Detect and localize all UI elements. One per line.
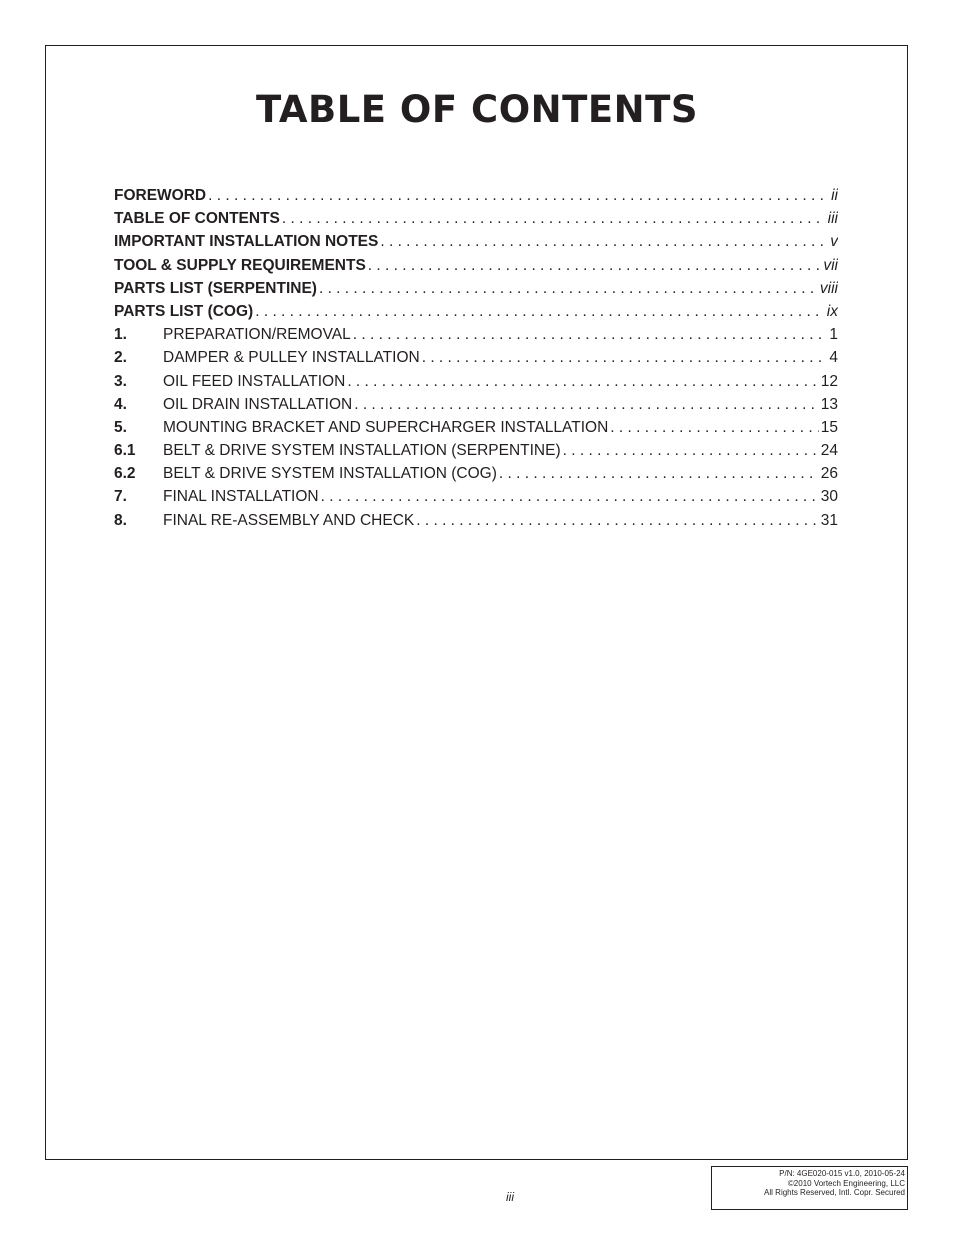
toc-entry-page: 13 [820,395,838,413]
toc-entry-label: PARTS LIST (SERPENTINE) [114,279,317,297]
toc-entry-number: 1. [114,326,127,344]
toc-entry-page: ii [831,187,838,204]
toc-entry-label: FINAL RE-ASSEMBLY AND CHECK [163,511,415,529]
toc-entry-page: 1 [829,326,838,344]
dot-leader [354,396,819,414]
toc-entry-number: 8. [114,511,127,529]
dot-leader [499,465,819,483]
toc-entry[interactable] [114,465,838,488]
toc-entry[interactable] [114,233,838,256]
dot-leader [319,280,818,298]
toc-entry-page: 26 [820,465,838,483]
toc-entry-page: 30 [820,488,838,506]
toc-entry-page: 15 [820,418,838,436]
toc-entry-label: TOOL & SUPPLY REQUIREMENTS [114,256,366,274]
rights-notice: All Rights Reserved, Intl. Copr. Secured [764,1188,905,1197]
toc-entry[interactable] [114,210,838,233]
toc-entry[interactable] [114,396,838,419]
toc-entry-label: FINAL INSTALLATION [163,488,319,506]
toc-entry-number: 6.2 [114,465,136,483]
toc-entry-number: 5. [114,418,127,436]
toc-entry-page: 4 [829,349,838,367]
dot-leader [353,326,828,344]
table-of-contents [114,187,838,535]
dot-leader [368,257,822,275]
toc-entry-page: iii [827,210,838,228]
toc-entry[interactable] [114,326,838,349]
dot-leader [208,187,829,205]
toc-entry-label: PREPARATION/REMOVAL [163,326,351,344]
toc-entry[interactable] [114,442,838,465]
dot-leader [422,349,828,367]
dot-leader [255,303,825,321]
toc-entry-page: 24 [820,442,838,460]
toc-entry-label: FOREWORD [114,187,207,204]
document-info-box [711,1166,908,1210]
toc-entry-page: vii [823,256,838,274]
copyright: ©2010 Vortech Engineering, LLC [787,1178,905,1188]
dot-leader [380,233,828,251]
toc-entry-number: 3. [114,372,127,390]
toc-entry[interactable] [114,280,838,303]
part-number: P/N: 4GE020-015 v1.0, 2010-05-24 [779,1169,905,1178]
toc-entry-label: OIL FEED INSTALLATION [163,372,346,390]
toc-entry-page: v [830,233,838,251]
toc-entry[interactable] [114,187,838,210]
dot-leader [610,419,818,437]
toc-entry-page: viii [819,279,838,297]
toc-entry[interactable] [114,512,838,535]
toc-entry-page: 12 [820,372,838,390]
toc-entry-label: MOUNTING BRACKET AND SUPERCHARGER INSTALLATION [163,418,609,436]
toc-entry-number: 7. [114,488,127,506]
dot-leader [282,210,826,228]
toc-entry[interactable] [114,257,838,280]
toc-entry-number: 4. [114,395,127,413]
dot-leader [347,373,818,391]
toc-entry-label: BELT & DRIVE SYSTEM INSTALLATION (COG) [163,465,497,483]
page-number: iii [506,1190,514,1204]
toc-entry-label: PARTS LIST (COG) [114,302,254,320]
dot-leader [321,488,819,506]
toc-entry-label: OIL DRAIN INSTALLATION [163,395,353,413]
toc-entry[interactable] [114,373,838,396]
toc-entry-label: DAMPER & PULLEY INSTALLATION [163,349,420,367]
toc-entry-label: BELT & DRIVE SYSTEM INSTALLATION (SERPENTINE) [163,442,561,460]
page-title: TABLE OF CONTENTS [256,88,698,131]
dot-leader [416,512,819,530]
toc-entry-number: 2. [114,349,127,367]
toc-entry-label: IMPORTANT INSTALLATION NOTES [114,233,379,251]
dot-leader [563,442,819,460]
toc-entry[interactable] [114,303,838,326]
toc-entry-page: ix [826,302,838,320]
toc-entry[interactable] [114,488,838,511]
toc-entry[interactable] [114,419,838,442]
toc-entry-page: 31 [820,511,838,529]
toc-entry-number: 6.1 [114,442,136,460]
toc-entry-label: TABLE OF CONTENTS [114,210,280,228]
toc-entry[interactable] [114,349,838,372]
